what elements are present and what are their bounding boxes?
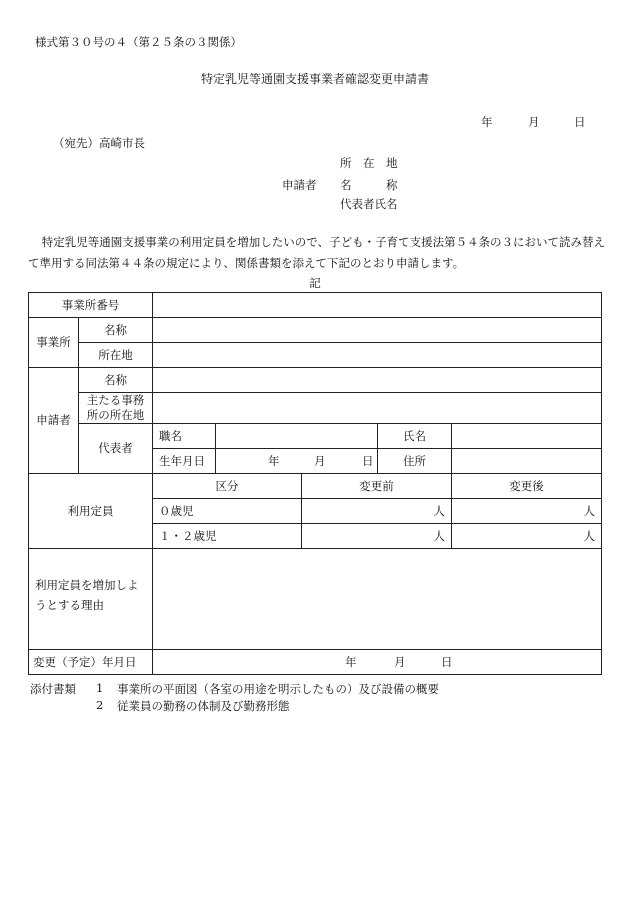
office-location-label: 所在地: [79, 343, 153, 368]
applicant-name-row-label: 名称: [79, 368, 153, 393]
office-name-label: 名称: [79, 318, 153, 343]
form-number: 様式第３０号の４（第２５条の３関係）: [35, 35, 242, 49]
main-office-label-line2: 所の所在地: [86, 408, 145, 422]
address-label: 住所: [378, 449, 452, 474]
applicant-name-label: 名 称: [340, 178, 398, 192]
main-office-label-line1: 主たる事務: [86, 393, 145, 407]
office-label: 事業所: [29, 318, 79, 368]
addressee: （宛先）高崎市長: [53, 136, 145, 150]
birth-date-label: 生年月日: [153, 449, 216, 474]
birth-month-label: 月: [314, 454, 326, 468]
age0-after-unit: 人: [583, 503, 596, 518]
applicant-address-label: 所 在 地: [340, 156, 398, 170]
age0-before-unit: 人: [433, 503, 445, 518]
attachments-label: 添付書類: [30, 682, 76, 696]
age12-before-unit: 人: [433, 528, 445, 543]
age12-after-field[interactable]: [452, 524, 602, 549]
document-title: 特定乳児等通園支援事業者確認変更申請書: [200, 72, 429, 86]
office-number-label: 事業所番号: [29, 293, 153, 318]
change-day-label: 日: [441, 655, 453, 669]
date-day-label: 日: [574, 115, 586, 129]
office-location-field[interactable]: [153, 343, 602, 368]
person-name-field[interactable]: [452, 424, 602, 449]
reason-label: 利用定員を増加しようとする理由: [29, 549, 153, 650]
application-table: [28, 292, 602, 675]
change-month-label: 月: [394, 655, 406, 669]
applicant-name-field[interactable]: [153, 368, 602, 393]
applicant-representative-label: 代表者氏名: [340, 197, 398, 211]
attachment-1-number: 1: [96, 681, 104, 695]
office-name-field[interactable]: [153, 318, 602, 343]
reason-field[interactable]: [153, 549, 602, 650]
age0-label: ０歳児: [153, 499, 302, 524]
address-field[interactable]: [452, 449, 602, 474]
age0-before-field[interactable]: [302, 499, 452, 524]
attachment-2-number: 2: [96, 698, 104, 712]
main-office-label: [79, 393, 153, 424]
ki-heading: 記: [309, 276, 321, 290]
change-date-field[interactable]: [153, 650, 602, 675]
table-applicant-label: 申請者: [29, 368, 79, 474]
applicant-label: 申請者: [282, 178, 317, 192]
category-header: 区分: [153, 474, 302, 499]
age12-before-field[interactable]: [302, 524, 452, 549]
age0-after-field[interactable]: [452, 499, 602, 524]
date-year-label: 年: [481, 115, 493, 129]
birth-year-label: 年: [268, 454, 280, 468]
job-title-label: 職名: [153, 424, 216, 449]
after-header: 変更後: [452, 474, 602, 499]
capacity-label: 利用定員: [29, 474, 153, 549]
person-name-label: 氏名: [378, 424, 452, 449]
before-header: 変更前: [302, 474, 452, 499]
change-date-label: 変更（予定）年月日: [29, 650, 153, 675]
attachment-1-text: 事業所の平面図（各室の用途を明示したもの）及び設備の概要: [117, 682, 439, 696]
attachment-2-text: 従業員の勤務の体制及び勤務形態: [117, 699, 290, 713]
age12-after-unit: 人: [583, 528, 596, 543]
representative-label: 代表者: [79, 424, 153, 474]
job-title-field[interactable]: [216, 424, 378, 449]
main-office-field[interactable]: [153, 393, 602, 424]
date-month-label: 月: [528, 115, 540, 129]
change-year-label: 年: [345, 655, 357, 669]
application-statement: 特定乳児等通園支援事業の利用定員を増加したいので、子ども・子育て支援法第５４条の３において読み替えて準用する同法第４４条の規定により、関係書類を添えて下記のとおり申請します。: [28, 235, 606, 270]
birth-day-label: 日: [362, 454, 374, 468]
office-number-field[interactable]: [153, 293, 602, 318]
birth-date-field[interactable]: [216, 449, 378, 474]
age12-label: １・２歳児: [153, 524, 302, 549]
